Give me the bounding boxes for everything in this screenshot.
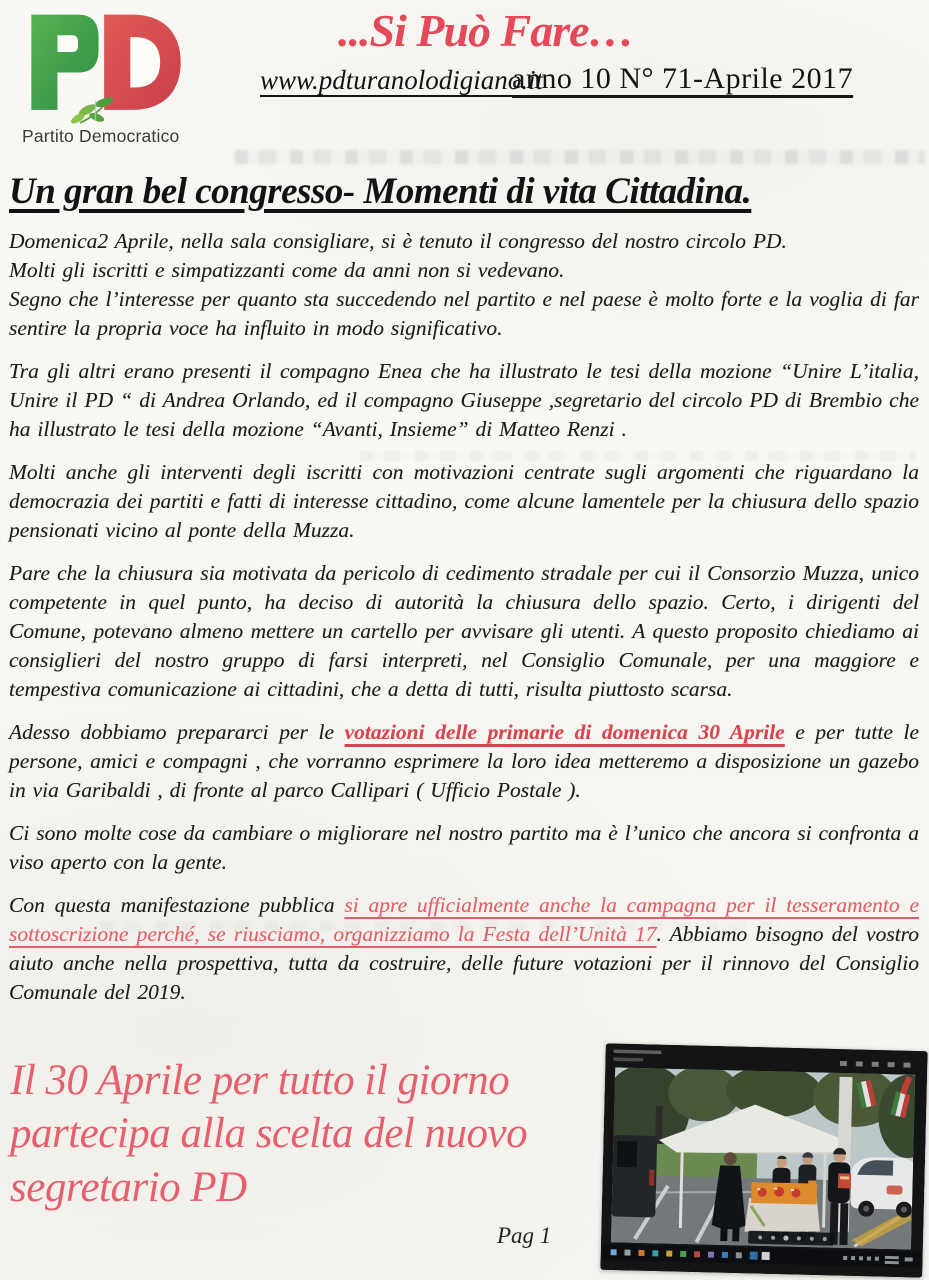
- article-body: [9, 171, 919, 1021]
- website-url[interactable]: www.pdturanolodigiano.it: [260, 65, 544, 95]
- pd-logo-caption: Partito Democratico: [22, 126, 180, 146]
- pd-logo-icon: [22, 8, 190, 124]
- paragraph-line: Segno che l’interesse per quanto sta succedendo nel partito e nel paese è molto forte e la voglia di far sentire la propria voce ha influito in modo significativo.: [9, 286, 919, 340]
- issue-info: anno 10 N° 71-Aprile 2017: [512, 62, 854, 95]
- paragraph-campagna: [9, 891, 919, 1007]
- event-photo: [600, 1043, 927, 1278]
- paragraph-partito: Ci sono molte cose da cambiare o migliorare nel nostro partito ma è l’unico che ancora si confronta a viso aperto con la gente.: [9, 820, 919, 874]
- page-number: Pag 1: [497, 1223, 552, 1248]
- olive-sprig-icon: [69, 96, 114, 124]
- paragraph-mozioni: Tra gli altri erano presenti il compagno Enea che ha illustrato le tesi della mozione “Unire L’italia, Unire il PD “ di Andrea Orlando, ed il compagno Giuseppe ,segretario del circolo PD di Brembio che ha illustrato le tesi della mozione “Avanti, Insieme” di Matteo Renzi .: [9, 358, 919, 441]
- campaign-table: [744, 1182, 821, 1234]
- paragraph-primarie: [9, 718, 919, 805]
- paragraph-text: e per tutte le persone, amici e compagni , che vorranno esprimere la loro idea metteremo a disposizione un gazebo in via Garibaldi , di fronte al parco Callipari ( Ufficio Postale ).: [9, 719, 919, 802]
- dark-van: [612, 1135, 658, 1218]
- paragraph-line: Molti gli iscritti e simpatizzanti come da anni non si vedevano.: [9, 257, 565, 282]
- promo-banner: Il 30 Aprile per tutto il giorno partecipa alla scelta del nuovo segretario PD: [10, 1057, 528, 1211]
- paragraph-congresso: [9, 227, 919, 343]
- bleedthrough-artifact: [235, 150, 925, 164]
- gazebo-photo-screenshot: [600, 1043, 927, 1278]
- paragraph-line: Domenica2 Aprile, nella sala consigliare, si è tenuto il congresso del nostro circolo PD.: [9, 228, 787, 253]
- paragraph-text: . Abbiamo bisogno del vostro aiuto anche nella prospettiva, tutta da costruire, delle future votazioni per il rinnovo del Consiglio Comunale del 2019.: [9, 921, 919, 1004]
- paragraph-text: Adesso dobbiamo prepararci per le: [9, 719, 345, 744]
- pd-logo: [22, 8, 202, 147]
- primarie-highlight: votazioni delle primarie di domenica 30 Aprile: [344, 719, 785, 744]
- paragraph-chiusura: Pare che la chiusura sia motivata da pericolo di cedimento stradale per cui il Consorzio Muzza, unico competente in quel punto, ha deciso di autorità la chiusura dello spazio. Certo, i dirigenti del Comune, potevano almeno mettere un cartello per avvisare gli utenti. A questo proposito chiediamo ai consiglieri del nostro gruppo di farsi interpreti, nel Consiglio Comunale, per una maggiore e tempestiva comunicazione ai cittadini, che a detta di tutti, risulta piuttosto scarsa.: [9, 560, 919, 701]
- photo-viewer-toolbar: [748, 1231, 834, 1246]
- headline: Un gran bel congresso- Momenti di vita Cittadina.: [9, 171, 752, 212]
- paragraph-interventi: Molti anche gli interventi degli iscritti con motivazioni centrate sugli argomenti che riguardano la democrazia dei partiti e fatti di interesse cittadino, come alcune lamentele per la chiusura dello spazio pensionati vicino al ponte della Muzza.: [9, 459, 919, 542]
- newsletter-slogan: ...Si Può Fare…: [338, 5, 634, 56]
- paragraph-text: Con questa manifestazione pubblica: [9, 892, 345, 917]
- campagna-highlight: si apre ufficialmente anche la campagna per il tesseramento e sottoscrizione perché, se riusciamo, organizziamo la Festa dell’Unità 17: [9, 892, 919, 946]
